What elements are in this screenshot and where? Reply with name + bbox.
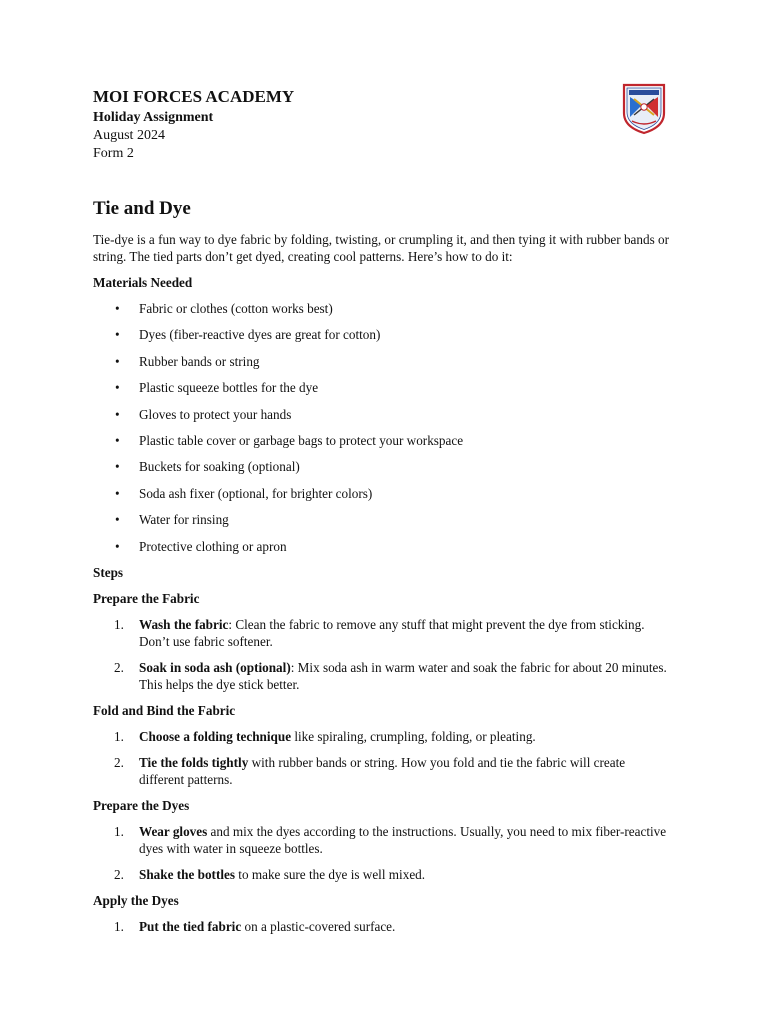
section-heading-apply-dyes: Apply the Dyes: [93, 892, 179, 908]
step-bold-text: Shake the bottles: [139, 866, 235, 882]
intro-paragraph: Tie-dye is a fun way to dye fabric by folding, twisting, or crumpling it, and then tying it with rubber bands or string. The tied parts don’t get dyed, creating cool patterns. Here’s how to do it:: [93, 232, 670, 264]
step-text: to make sure the dye is well mixed.: [234, 866, 426, 882]
list-item: • Water for rinsing: [93, 511, 673, 528]
step-text: : Clean the fabric to remove any stuff that might prevent the dye from sticking. Don’t use fabric softener.: [139, 616, 645, 649]
step-text: on a plastic-covered surface.: [241, 918, 396, 934]
step-number: 2.: [114, 754, 124, 770]
step-item: [93, 823, 673, 857]
document-header: [93, 86, 294, 163]
step-text: like spiraling, crumpling, folding, or pleating.: [291, 728, 536, 744]
assignment-title: Holiday Assignment: [93, 110, 214, 125]
fold-bind-steps: [93, 728, 673, 788]
step-number: 1.: [114, 918, 124, 934]
apply-dyes-steps: [93, 918, 673, 935]
step-text: and mix the dyes according to the instructions. Usually, you need to mix fiber-reactive dyes with water in squeeze bottles.: [139, 823, 667, 856]
document-body: [93, 197, 673, 944]
step-text: : Mix soda ash in warm water and soak the fabric for about 20 minutes. This helps the dye stick better.: [139, 659, 667, 692]
step-number: 2.: [114, 866, 124, 882]
step-item: [93, 728, 673, 745]
steps-heading: Steps: [93, 564, 124, 580]
step-bold-text: Put the tied fabric: [139, 918, 242, 934]
materials-list: [93, 300, 673, 555]
document-title: Tie and Dye: [93, 198, 191, 219]
step-item: [93, 659, 673, 693]
list-item: • Soda ash fixer (optional, for brighter colors): [93, 485, 673, 502]
step-text: with rubber bands or string. How you fold and tie the fabric will create different patterns.: [139, 754, 626, 787]
form-level: Form 2: [93, 146, 134, 161]
step-number: 1.: [114, 823, 124, 839]
section-heading-prepare-fabric: Prepare the Fabric: [93, 590, 200, 606]
step-item: [93, 754, 673, 788]
step-bold-text: Tie the folds tightly: [139, 754, 249, 770]
list-item: • Gloves to protect your hands: [93, 406, 673, 423]
step-number: 1.: [114, 616, 124, 632]
step-item: [93, 866, 673, 883]
assignment-date: August 2024: [93, 128, 165, 143]
school-name: MOI FORCES ACADEMY: [93, 87, 295, 106]
step-number: 2.: [114, 659, 124, 675]
step-item: [93, 616, 673, 650]
step-bold-text: Choose a folding technique: [139, 728, 292, 744]
prepare-dyes-steps: [93, 823, 673, 883]
list-item: • Plastic table cover or garbage bags to protect your workspace: [93, 432, 673, 449]
step-bold-text: Wash the fabric: [139, 616, 229, 632]
step-number: 1.: [114, 728, 124, 744]
list-item: • Protective clothing or apron: [93, 538, 673, 555]
list-item: • Dyes (fiber-reactive dyes are great for cotton): [93, 326, 673, 343]
materials-heading: Materials Needed: [93, 275, 193, 290]
prepare-fabric-steps: [93, 616, 673, 693]
school-crest-icon: [622, 83, 666, 135]
list-item: • Buckets for soaking (optional): [93, 458, 673, 475]
step-bold-text: Wear gloves: [139, 823, 208, 839]
step-bold-text: Soak in soda ash (optional): [139, 659, 291, 675]
list-item: • Rubber bands or string: [93, 353, 673, 370]
section-heading-fold-bind: Fold and Bind the Fabric: [93, 702, 236, 718]
step-item: [93, 918, 673, 935]
list-item: • Plastic squeeze bottles for the dye: [93, 379, 673, 396]
section-heading-prepare-dyes: Prepare the Dyes: [93, 797, 190, 813]
list-item: • Fabric or clothes (cotton works best): [93, 300, 673, 317]
